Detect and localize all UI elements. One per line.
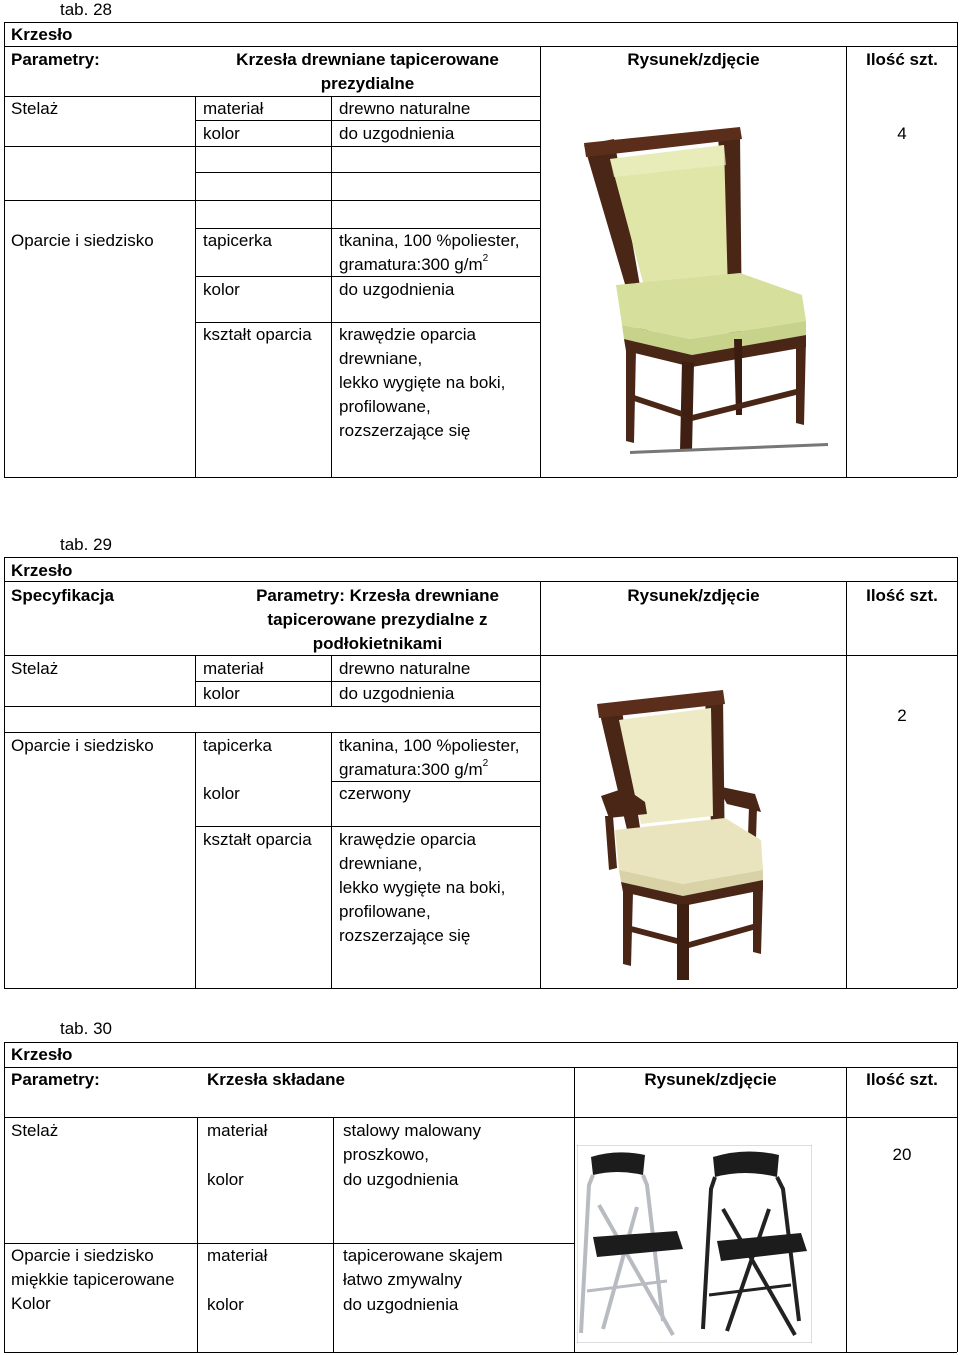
tab30-material2-value-1: tapicerowane skajem	[343, 1246, 503, 1265]
superscript: 2	[482, 758, 489, 770]
tab28-material-value: drewno naturalne	[339, 99, 471, 118]
tab28-ksztalt-value-2: drewniane,	[339, 349, 423, 368]
tab29-ksztalt-value-1: krawędzie oparcia	[339, 830, 477, 849]
tab29-ksztalt-key: kształt oparcia	[203, 830, 312, 849]
tab29-quantity: 2	[897, 706, 907, 725]
tab30-material-value-2: proszkowo,	[343, 1145, 429, 1164]
tab29-header-picture: Rysunek/zdjęcie	[627, 586, 760, 605]
tab29-material-key: materiał	[203, 659, 264, 678]
tab28-header-quantity: Ilość szt.	[866, 50, 938, 69]
tab30-oparcie-2: miękkie tapicerowane	[11, 1270, 175, 1289]
tab28-header-name: Krzesła drewniane tapicerowane prezydialne	[236, 50, 499, 93]
tab29-tapicerka-value-1: tkanina, 100 %poliester,	[339, 736, 520, 755]
tab30-title: Krzesło	[11, 1045, 73, 1064]
tab29-title: Krzesło	[11, 561, 73, 580]
tab30-material-key: materiał	[207, 1121, 268, 1140]
tab30-header-parametry: Parametry:	[11, 1070, 100, 1089]
tab29-armchair-picture	[585, 690, 775, 985]
tab28-kolor2-key: kolor	[203, 280, 240, 299]
tab29-tapicerka-key: tapicerka	[203, 736, 272, 755]
tab29-ksztalt-value-5: rozszerzające się	[339, 926, 471, 945]
tab29-ksztalt-value-4: profilowane,	[339, 902, 431, 921]
tab28-ksztalt-key: kształt oparcia	[203, 325, 312, 344]
tab29-kolor2-key: kolor	[203, 784, 240, 803]
superscript: 2	[482, 253, 489, 265]
tab28-ksztalt-value-1: krawędzie oparcia	[339, 325, 477, 344]
tab28-stelaz: Stelaż	[11, 99, 59, 118]
tab29-header-quantity: Ilość szt.	[866, 586, 938, 605]
tab28-kolor-value: do uzgodnienia	[339, 124, 455, 143]
tab28-header-picture: Rysunek/zdjęcie	[627, 50, 760, 69]
tab30-header-quantity: Ilość szt.	[866, 1070, 938, 1089]
tab28-oparcie: Oparcie i siedzisko	[11, 231, 154, 250]
tab28-title: Krzesło	[11, 25, 73, 44]
tab28-header-parametry: Parametry:	[11, 50, 100, 69]
tab30-header-picture: Rysunek/zdjęcie	[644, 1070, 777, 1089]
tab28-tapicerka-value-1: tkanina, 100 %poliester,	[339, 231, 520, 250]
tab30-header-name: Krzesła składane	[207, 1070, 345, 1089]
tab30-kolor-value: do uzgodnienia	[343, 1170, 459, 1189]
tab30-material-value-1: stalowy malowany	[343, 1121, 481, 1140]
tab29-material-value: drewno naturalne	[339, 659, 471, 678]
tab28-kolor2-value: do uzgodnienia	[339, 280, 455, 299]
tab29-header-name: Parametry: Krzesła drewniane tapicerowane prezydialne z podłokietnikami	[256, 586, 499, 653]
tab29-kolor-value: do uzgodnienia	[339, 684, 455, 703]
tab30-material2-key: materiał	[207, 1246, 268, 1265]
tab28-material-key: materiał	[203, 99, 264, 118]
tab28-ksztalt-value-5: rozszerzające się	[339, 421, 471, 440]
tab29-kolor-key: kolor	[203, 684, 240, 703]
tab29-stelaz: Stelaż	[11, 659, 59, 678]
tab29-header-spec: Specyfikacja	[11, 586, 115, 605]
tab30-folding-chairs-picture	[577, 1145, 812, 1343]
tab29-label: tab. 29	[60, 535, 112, 554]
tab29-kolor2-value: czerwony	[339, 784, 411, 803]
tab28-label: tab. 28	[60, 0, 112, 19]
tab28-tapicerka-value-2: gramatura:300 $g/m^2$	[339, 253, 489, 274]
tab29-ksztalt-value-3: lekko wygięte na boki,	[339, 878, 506, 897]
tab28-quantity: 4	[897, 124, 907, 143]
tab28-chair-picture	[570, 125, 840, 460]
tab30-material2-value-2: łatwo zmywalny	[343, 1270, 463, 1289]
tab28-kolor-key: kolor	[203, 124, 240, 143]
tab30-kolor2-key: kolor	[207, 1295, 244, 1314]
tab29-tapicerka-value-2: gramatura:300 $g/m^2$	[339, 758, 489, 779]
tab28-ksztalt-value-3: lekko wygięte na boki,	[339, 373, 506, 392]
tab29-ksztalt-value-2: drewniane,	[339, 854, 423, 873]
tab29-oparcie: Oparcie i siedzisko	[11, 736, 154, 755]
tab30-oparcie-3: Kolor	[11, 1294, 51, 1313]
tab30-oparcie-1: Oparcie i siedzisko	[11, 1246, 154, 1265]
tab30-kolor2-value: do uzgodnienia	[343, 1295, 459, 1314]
tab28-ksztalt-value-4: profilowane,	[339, 397, 431, 416]
tab30-quantity: 20	[892, 1145, 912, 1164]
tab30-kolor-key: kolor	[207, 1170, 244, 1189]
tab30-label: tab. 30	[60, 1019, 112, 1038]
tab28-tapicerka-key: tapicerka	[203, 231, 272, 250]
tab30-stelaz: Stelaż	[11, 1121, 59, 1140]
